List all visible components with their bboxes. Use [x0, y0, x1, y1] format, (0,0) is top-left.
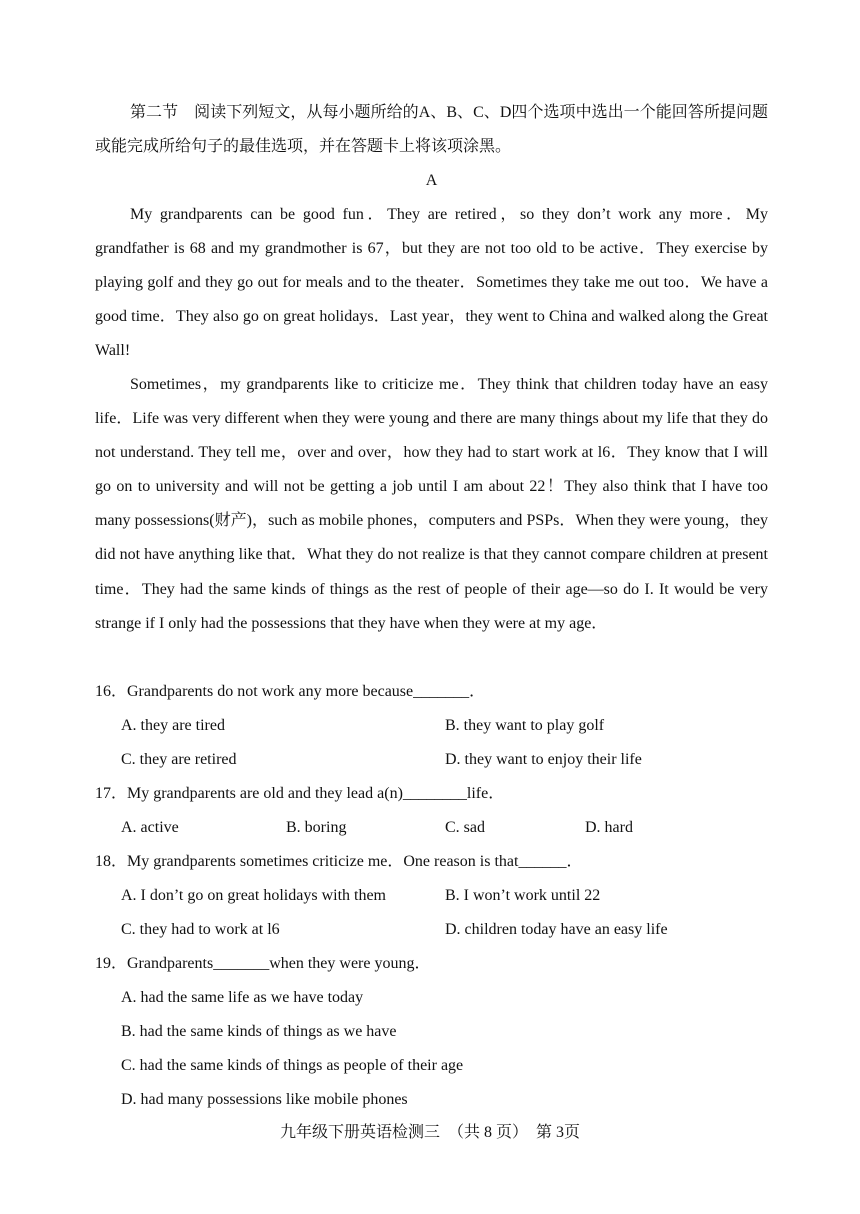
question-17-option-c: C. sad — [445, 819, 485, 836]
question-18-option-a: A. I don’t go on great holidays with them — [121, 887, 386, 904]
question-17-option-a: A. active — [121, 819, 179, 836]
question-17-option-b: B. boring — [286, 819, 347, 836]
question-17-option-d: D. hard — [585, 819, 633, 836]
question-19-option-c: C. had the same kinds of things as people of their age — [121, 1057, 464, 1074]
question-16-option-a: A. they are tired — [121, 717, 225, 734]
passage-paragraph-2: Sometimes，my grandparents like to criticize me．They think that children today have an easy life．Life was very different when they were young and there are many things about my life that they do not understand. They tell me，over and over，how they had to start work at l6．They know that I will go on to university and will not be getting a job until I am about 22！They also think that I have too many possessions(财产)，such as mobile phones，computers and PSPs．When they were young，they did not have anything like that．What they do not realize is that they cannot compare children at present time．They had the same kinds of things as the rest of people of their age—so do I. It would be very strange if I only had the possessions that they have when they were at my age． — [95, 376, 768, 632]
section-instruction: 第二节 阅读下列短文，从每小题所给的A、B、C、D四个选项中选出一个能回答所提问题或能完成所给句子的最佳选项，并在答题卡上将该项涂黑。 — [95, 104, 768, 156]
question-18-option-b: B. I won’t work until 22 — [445, 887, 601, 904]
page-footer: 九年级下册英语检测三 （共 8 页） 第 3页 — [279, 1124, 580, 1141]
passage-paragraph-1: My grandparents can be good fun．They are retired，so they don’t work any more．My grandfather is 68 and my grandmother is 67，but they are not too old to be active．They exercise by playing golf and they go out for meals and to the theater．Sometimes they take me out too．We have a good time．They also go on great holidays．Last year，they went to China and walked along the Great Wall! — [95, 206, 768, 360]
question-16-option-d: D. they want to enjoy their life — [445, 751, 642, 768]
question-19-stem: 19．Grandparents_______when they were young． — [95, 955, 431, 972]
question-18-option-d: D. children today have an easy life — [445, 921, 668, 938]
question-19-option-d: D. had many possessions like mobile phones — [121, 1091, 408, 1108]
passage-title: A — [425, 172, 438, 189]
question-18-stem: 18．My grandparents sometimes criticize me．One reason is that______． — [95, 853, 583, 870]
question-16-option-b: B. they want to play golf — [445, 717, 605, 734]
question-19-option-a: A. had the same life as we have today — [121, 989, 364, 1006]
question-17-stem: 17．My grandparents are old and they lead a(n)________life． — [95, 785, 505, 802]
question-19-option-b: B. had the same kinds of things as we have — [121, 1023, 397, 1040]
question-16-stem: 16．Grandparents do not work any more because_______． — [95, 683, 486, 700]
question-16-option-c: C. they are retired — [121, 751, 237, 768]
question-18-option-c: C. they had to work at l6 — [121, 921, 280, 938]
